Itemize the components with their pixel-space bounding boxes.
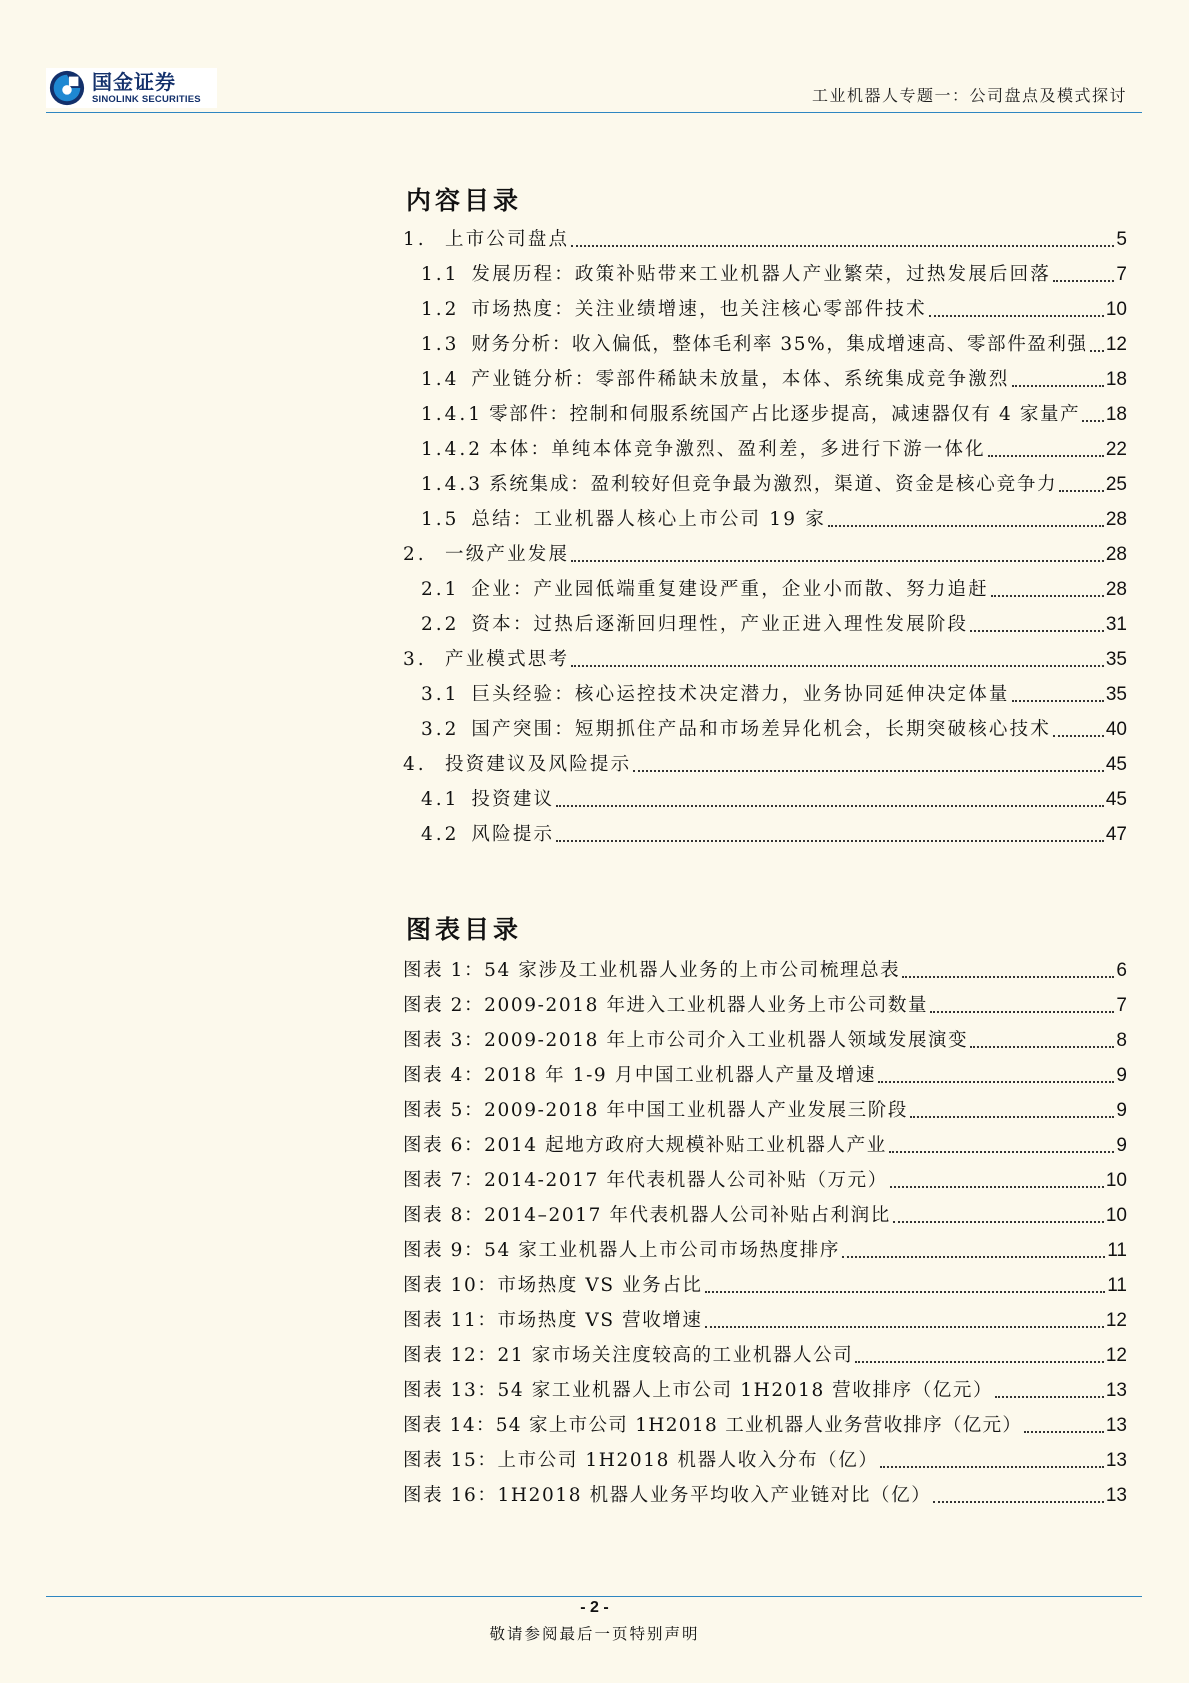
figure-entry-page: 13 xyxy=(1105,1380,1127,1401)
toc-entry-number: 1.4.2 xyxy=(421,439,484,460)
figure-entry[interactable] xyxy=(403,993,1127,1019)
dot-leader xyxy=(1012,385,1104,387)
toc-entry[interactable] xyxy=(421,717,1127,743)
toc-entry-page: 35 xyxy=(1105,649,1127,670)
figure-entry[interactable] xyxy=(403,1063,1127,1089)
toc-entry-number: 3.1 xyxy=(421,684,460,705)
figure-entry[interactable] xyxy=(403,1168,1127,1194)
figure-entry-title: 图表 7：2014-2017 年代表机器人公司补贴（万元） xyxy=(403,1170,888,1191)
dot-leader xyxy=(1024,1431,1104,1433)
dot-leader xyxy=(633,770,1104,772)
toc-entry-title: 资本：过热后逐渐回归理性，产业正进入理性发展阶段 xyxy=(471,614,969,635)
toc-entry-page: 28 xyxy=(1105,579,1127,600)
toc-entry[interactable] xyxy=(421,787,1127,813)
figure-entry-page: 6 xyxy=(1116,960,1127,981)
toc-entry[interactable] xyxy=(403,542,1127,568)
figure-entry[interactable] xyxy=(403,1343,1127,1369)
toc-entry-number: 3.2 xyxy=(421,719,460,740)
toc-entry[interactable] xyxy=(403,752,1127,778)
toc-entry-page: 47 xyxy=(1105,824,1127,845)
toc-entry[interactable] xyxy=(421,472,1127,498)
figure-entry[interactable] xyxy=(403,1133,1127,1159)
figure-entry-title: 图表 2：2009-2018 年进入工业机器人业务上市公司数量 xyxy=(403,995,929,1016)
figures-heading: 图表目录 xyxy=(406,915,523,944)
toc-entry-number: 2. xyxy=(403,544,427,565)
figure-entry-page: 13 xyxy=(1105,1450,1127,1471)
dot-leader xyxy=(890,1186,1104,1188)
figure-entry-page: 9 xyxy=(1116,1135,1127,1156)
figure-entry[interactable] xyxy=(403,1028,1127,1054)
dot-leader xyxy=(893,1221,1104,1223)
toc-entry-title: 产业模式思考 xyxy=(445,649,570,670)
figure-entry-title: 图表 9：54 家工业机器人上市公司市场热度排序 xyxy=(403,1240,840,1261)
toc-entry-page: 22 xyxy=(1105,439,1127,460)
page-number: - 2 - xyxy=(580,1599,609,1616)
figure-entry-title: 图表 14：54 家上市公司 1H2018 工业机器人业务营收排序（亿元） xyxy=(403,1415,1023,1436)
figure-entry[interactable] xyxy=(403,1273,1127,1299)
toc-entry-page: 18 xyxy=(1105,404,1127,425)
logo-english-name: SINOLINK SECURITIES xyxy=(92,93,201,105)
dot-leader xyxy=(991,595,1104,597)
toc-entry-title: 一级产业发展 xyxy=(445,544,570,565)
toc-entry-number: 2.1 xyxy=(421,579,460,600)
report-title: 工业机器人专题一：公司盘点及模式探讨 xyxy=(811,86,1127,105)
dot-leader xyxy=(933,1501,1104,1503)
toc-entry-number: 1.4.1 xyxy=(421,404,484,425)
toc-entry-title: 市场热度：关注业绩增速，也关注核心零部件技术 xyxy=(471,299,927,320)
toc-entry-number: 1.4.3 xyxy=(421,474,484,495)
toc-entry-number: 4.2 xyxy=(421,824,460,845)
logo-chinese-name: 国金证券 xyxy=(92,69,176,94)
toc-entry-number: 1.1 xyxy=(421,264,460,285)
figure-entry-page: 11 xyxy=(1107,1275,1127,1296)
figure-entry-page: 11 xyxy=(1107,1240,1127,1261)
figure-entry-page: 9 xyxy=(1116,1100,1127,1121)
toc-entry-page: 40 xyxy=(1105,719,1127,740)
dot-leader xyxy=(970,630,1104,632)
dot-leader xyxy=(1053,735,1104,737)
toc-entry-page: 7 xyxy=(1116,264,1127,285)
toc-entry[interactable] xyxy=(403,227,1127,253)
toc-heading: 内容目录 xyxy=(406,186,523,215)
toc-entry-title: 上市公司盘点 xyxy=(445,229,570,250)
dot-leader xyxy=(855,1361,1104,1363)
dot-leader xyxy=(929,315,1104,317)
dot-leader xyxy=(1053,280,1114,282)
toc-entry-page: 45 xyxy=(1105,789,1127,810)
figure-entry[interactable] xyxy=(403,1378,1127,1404)
dot-leader xyxy=(571,560,1104,562)
toc-entry-page: 28 xyxy=(1105,544,1127,565)
toc-entry-number: 1.5 xyxy=(421,509,460,530)
figure-entry-title: 图表 15：上市公司 1H2018 机器人收入分布（亿） xyxy=(403,1450,879,1471)
toc-entry-title: 国产突围：短期抓住产品和市场差异化机会，长期突破核心技术 xyxy=(471,719,1052,740)
dot-leader xyxy=(571,665,1104,667)
dot-leader xyxy=(970,1046,1114,1048)
toc-entry[interactable] xyxy=(421,437,1127,463)
figure-entry-page: 12 xyxy=(1105,1345,1127,1366)
toc-entry-number: 4. xyxy=(403,754,427,775)
figure-entry-title: 图表 4：2018 年 1-9 月中国工业机器人产量及增速 xyxy=(403,1065,877,1086)
toc-entry-title: 发展历程：政策补贴带来工业机器人产业繁荣，过热发展后回落 xyxy=(471,264,1052,285)
dot-leader xyxy=(828,525,1104,527)
toc-entry[interactable] xyxy=(421,577,1127,603)
figure-entry-page: 7 xyxy=(1116,995,1127,1016)
logo-icon xyxy=(48,69,86,107)
dot-leader xyxy=(1059,490,1103,492)
toc-entry-title: 巨头经验：核心运控技术决定潜力，业务协同延伸决定体量 xyxy=(471,684,1010,705)
figure-entry[interactable] xyxy=(403,1308,1127,1334)
figure-entry-title: 图表 16：1H2018 机器人业务平均收入产业链对比（亿） xyxy=(403,1485,932,1506)
figure-entry-title: 图表 13：54 家工业机器人上市公司 1H2018 营收排序（亿元） xyxy=(403,1380,994,1401)
figure-entry-title: 图表 3：2009-2018 年上市公司介入工业机器人领域发展演变 xyxy=(403,1030,969,1051)
toc-entry[interactable] xyxy=(421,612,1127,638)
dot-leader xyxy=(556,840,1104,842)
toc-entry-title: 投资建议及风险提示 xyxy=(445,754,632,775)
toc-entry-number: 4.1 xyxy=(421,789,460,810)
figure-entry-title: 图表 5：2009-2018 年中国工业机器人产业发展三阶段 xyxy=(403,1100,908,1121)
toc-entry[interactable] xyxy=(421,262,1127,288)
toc-entry-title: 产业链分析：零部件稀缺未放量，本体、系统集成竞争激烈 xyxy=(471,369,1010,390)
figure-entry[interactable] xyxy=(403,1203,1127,1229)
figure-entry[interactable] xyxy=(403,1238,1127,1264)
dot-leader xyxy=(1090,350,1104,352)
figure-entry-title: 图表 8：2014–2017 年代表机器人公司补贴占利润比 xyxy=(403,1205,891,1226)
dot-leader xyxy=(1012,700,1104,702)
toc-entry[interactable] xyxy=(421,822,1127,848)
figure-entry-title: 图表 6：2014 起地方政府大规模补贴工业机器人产业 xyxy=(403,1135,887,1156)
dot-leader xyxy=(880,1466,1103,1468)
toc-entry-page: 45 xyxy=(1105,754,1127,775)
dot-leader xyxy=(902,976,1114,978)
toc-entry-title: 本体：单纯本体竞争激烈、盈利差，多进行下游一体化 xyxy=(489,439,986,460)
dot-leader xyxy=(878,1081,1114,1083)
toc-entry[interactable] xyxy=(421,367,1127,393)
toc-entry-title: 风险提示 xyxy=(471,824,555,845)
figure-entry-title: 图表 12：21 家市场关注度较高的工业机器人公司 xyxy=(403,1345,854,1366)
toc-entry-number: 1.2 xyxy=(421,299,460,320)
dot-leader xyxy=(842,1256,1105,1258)
toc-entry[interactable] xyxy=(421,297,1127,323)
footer-divider xyxy=(46,1596,1142,1597)
figure-entry-page: 10 xyxy=(1105,1170,1127,1191)
toc-entry-page: 28 xyxy=(1105,509,1127,530)
toc-entry-page: 10 xyxy=(1105,299,1127,320)
figure-entry-title: 图表 10：市场热度 VS 业务占比 xyxy=(403,1275,703,1296)
toc-entry-page: 31 xyxy=(1105,614,1127,635)
figure-entry-page: 8 xyxy=(1116,1030,1127,1051)
figure-entry[interactable] xyxy=(403,1098,1127,1124)
toc-entry-page: 5 xyxy=(1116,229,1127,250)
figure-entry-title: 图表 1：54 家涉及工业机器人业务的上市公司梳理总表 xyxy=(403,960,901,981)
dot-leader xyxy=(910,1116,1114,1118)
figure-entry-page: 13 xyxy=(1105,1415,1127,1436)
dot-leader xyxy=(930,1011,1114,1013)
dot-leader xyxy=(1082,420,1104,422)
toc-entry-page: 12 xyxy=(1105,334,1127,355)
figure-entry-page: 12 xyxy=(1105,1310,1127,1331)
toc-entry-title: 投资建议 xyxy=(471,789,555,810)
figure-entry-page: 13 xyxy=(1105,1485,1127,1506)
toc-entry[interactable] xyxy=(421,332,1127,358)
dot-leader xyxy=(889,1151,1115,1153)
dot-leader xyxy=(556,805,1104,807)
toc-entry-title: 财务分析：收入偏低，整体毛利率 35%，集成增速高、零部件盈利强 xyxy=(471,334,1088,355)
toc-entry[interactable] xyxy=(421,402,1127,428)
toc-entry-page: 18 xyxy=(1105,369,1127,390)
figure-entry-title: 图表 11：市场热度 VS 营收增速 xyxy=(403,1310,703,1331)
toc-entry-number: 1.4 xyxy=(421,369,460,390)
dot-leader xyxy=(705,1326,1104,1328)
dot-leader xyxy=(571,245,1114,247)
toc-entry-number: 3. xyxy=(403,649,427,670)
toc-entry[interactable] xyxy=(421,507,1127,533)
dot-leader xyxy=(705,1291,1106,1293)
dot-leader xyxy=(995,1396,1104,1398)
toc-entry-title: 企业：产业园低端重复建设严重，企业小而散、努力追赶 xyxy=(471,579,989,600)
toc-entry-title: 总结：工业机器人核心上市公司 19 家 xyxy=(471,509,827,530)
brand-logo xyxy=(46,68,217,108)
page-header xyxy=(0,0,1189,116)
toc-entry-page: 35 xyxy=(1105,684,1127,705)
disclaimer-note: 敬请参阅最后一页特别声明 xyxy=(489,1625,700,1643)
figure-entry-page: 10 xyxy=(1105,1205,1127,1226)
header-divider xyxy=(46,112,1142,113)
figure-entry[interactable] xyxy=(403,1448,1127,1474)
figure-entry[interactable] xyxy=(403,958,1127,984)
toc-entry-title: 零部件：控制和伺服系统国产占比逐步提高，减速器仅有 4 家量产 xyxy=(489,404,1081,425)
toc-entry-number: 1. xyxy=(403,229,427,250)
toc-entry-number: 2.2 xyxy=(421,614,460,635)
toc-entry-title: 系统集成：盈利较好但竞争最为激烈，渠道、资金是核心竞争力 xyxy=(489,474,1058,495)
toc-entry-page: 25 xyxy=(1105,474,1127,495)
figure-entry-page: 9 xyxy=(1116,1065,1127,1086)
toc-entry[interactable] xyxy=(403,647,1127,673)
toc-entry-number: 1.3 xyxy=(421,334,460,355)
figure-entry[interactable] xyxy=(403,1483,1127,1509)
figure-entry[interactable] xyxy=(403,1413,1127,1439)
dot-leader xyxy=(988,455,1104,457)
toc-entry[interactable] xyxy=(421,682,1127,708)
